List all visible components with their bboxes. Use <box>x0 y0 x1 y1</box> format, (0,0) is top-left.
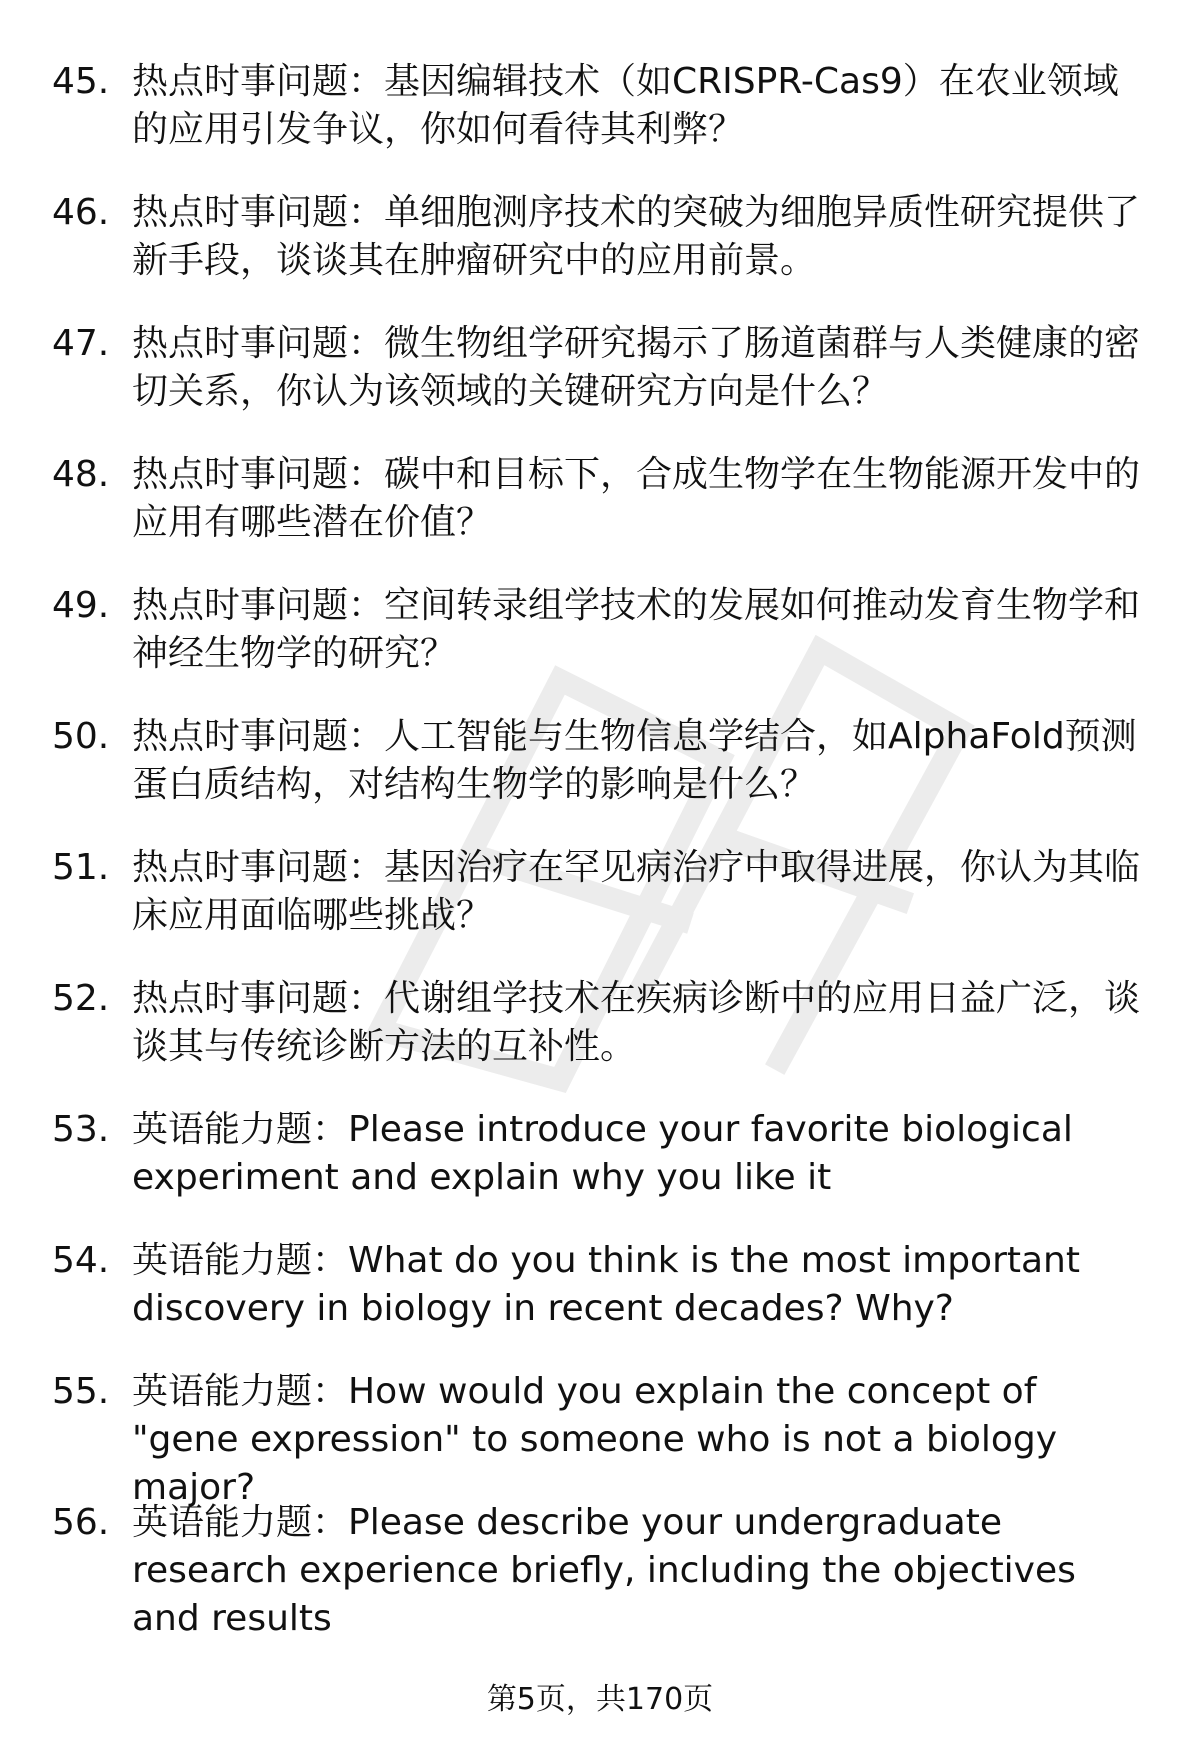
question-text: What do you think is the most important discovery in biology in recent decades? Why? <box>132 1240 1080 1329</box>
question-number: 46. <box>52 192 110 233</box>
question-body <box>132 975 1152 1071</box>
question-category: 热点时事问题： <box>132 585 385 626</box>
question-category: 英语能力题： <box>132 1240 349 1281</box>
question-item <box>52 320 1152 451</box>
question-item <box>52 58 1152 189</box>
question-item <box>52 1368 1152 1508</box>
question-body <box>132 320 1152 416</box>
question-text: How would you explain the concept of "gene expression" to someone who is not a biology major? <box>132 1371 1058 1508</box>
question-number: 54. <box>52 1240 110 1281</box>
question-body <box>132 58 1152 154</box>
question-text: 基因编辑技术（如CRISPR-Cas9）在农业领域的应用引发争议，你如何看待其利弊？ <box>132 61 1119 150</box>
question-item <box>52 1106 1152 1237</box>
question-text: 碳中和目标下，合成生物学在生物能源开发中的应用有哪些潜在价值？ <box>132 454 1141 543</box>
question-number: 51. <box>52 847 110 888</box>
question-body <box>132 582 1152 678</box>
question-category: 热点时事问题： <box>132 716 385 757</box>
question-text: 人工智能与生物信息学结合，如AlphaFold预测蛋白质结构，对结构生物学的影响是什么？ <box>132 716 1137 805</box>
question-category: 热点时事问题： <box>132 978 385 1019</box>
question-text: 代谢组学技术在疾病诊断中的应用日益广泛，谈谈其与传统诊断方法的互补性。 <box>132 978 1141 1067</box>
question-body <box>132 1106 1152 1202</box>
question-category: 热点时事问题： <box>132 192 385 233</box>
question-item <box>52 582 1152 713</box>
question-list <box>52 58 1152 1639</box>
question-item <box>52 189 1152 320</box>
question-number: 47. <box>52 323 110 364</box>
question-item <box>52 975 1152 1106</box>
question-text: Please introduce your favorite biological experiment and explain why you like it <box>132 1109 1073 1198</box>
question-body <box>132 844 1152 940</box>
question-text: 单细胞测序技术的突破为细胞异质性研究提供了新手段，谈谈其在肿瘤研究中的应用前景。 <box>132 192 1141 281</box>
question-text: 基因治疗在罕见病治疗中取得进展，你认为其临床应用面临哪些挑战？ <box>132 847 1141 936</box>
question-category: 英语能力题： <box>132 1502 349 1543</box>
question-body <box>132 1368 1152 1512</box>
question-category: 英语能力题： <box>132 1371 349 1412</box>
question-text: 空间转录组学技术的发展如何推动发育生物学和神经生物学的研究？ <box>132 585 1141 674</box>
question-number: 49. <box>52 585 110 626</box>
question-item <box>52 1499 1152 1639</box>
question-body <box>132 451 1152 547</box>
question-item <box>52 713 1152 844</box>
question-category: 热点时事问题： <box>132 454 385 495</box>
question-number: 52. <box>52 978 110 1019</box>
question-body <box>132 1237 1152 1333</box>
question-text: Please describe your undergraduate research experience briefly, including the objectives and results <box>132 1502 1076 1639</box>
question-category: 热点时事问题： <box>132 323 385 364</box>
question-number: 56. <box>52 1502 110 1543</box>
question-category: 英语能力题： <box>132 1109 349 1150</box>
question-number: 45. <box>52 61 110 102</box>
page-number-footer: 第5页，共170页 <box>486 1682 714 1717</box>
question-body <box>132 713 1152 809</box>
question-item <box>52 1237 1152 1368</box>
question-number: 53. <box>52 1109 110 1150</box>
question-item <box>52 844 1152 975</box>
question-category: 热点时事问题： <box>132 847 385 888</box>
question-number: 55. <box>52 1371 110 1412</box>
question-body <box>132 189 1152 285</box>
question-number: 48. <box>52 454 110 495</box>
question-text: 微生物组学研究揭示了肠道菌群与人类健康的密切关系，你认为该领域的关键研究方向是什么？ <box>132 323 1141 412</box>
question-body <box>132 1499 1152 1643</box>
question-number: 50. <box>52 716 110 757</box>
question-item <box>52 451 1152 582</box>
question-category: 热点时事问题： <box>132 61 385 102</box>
